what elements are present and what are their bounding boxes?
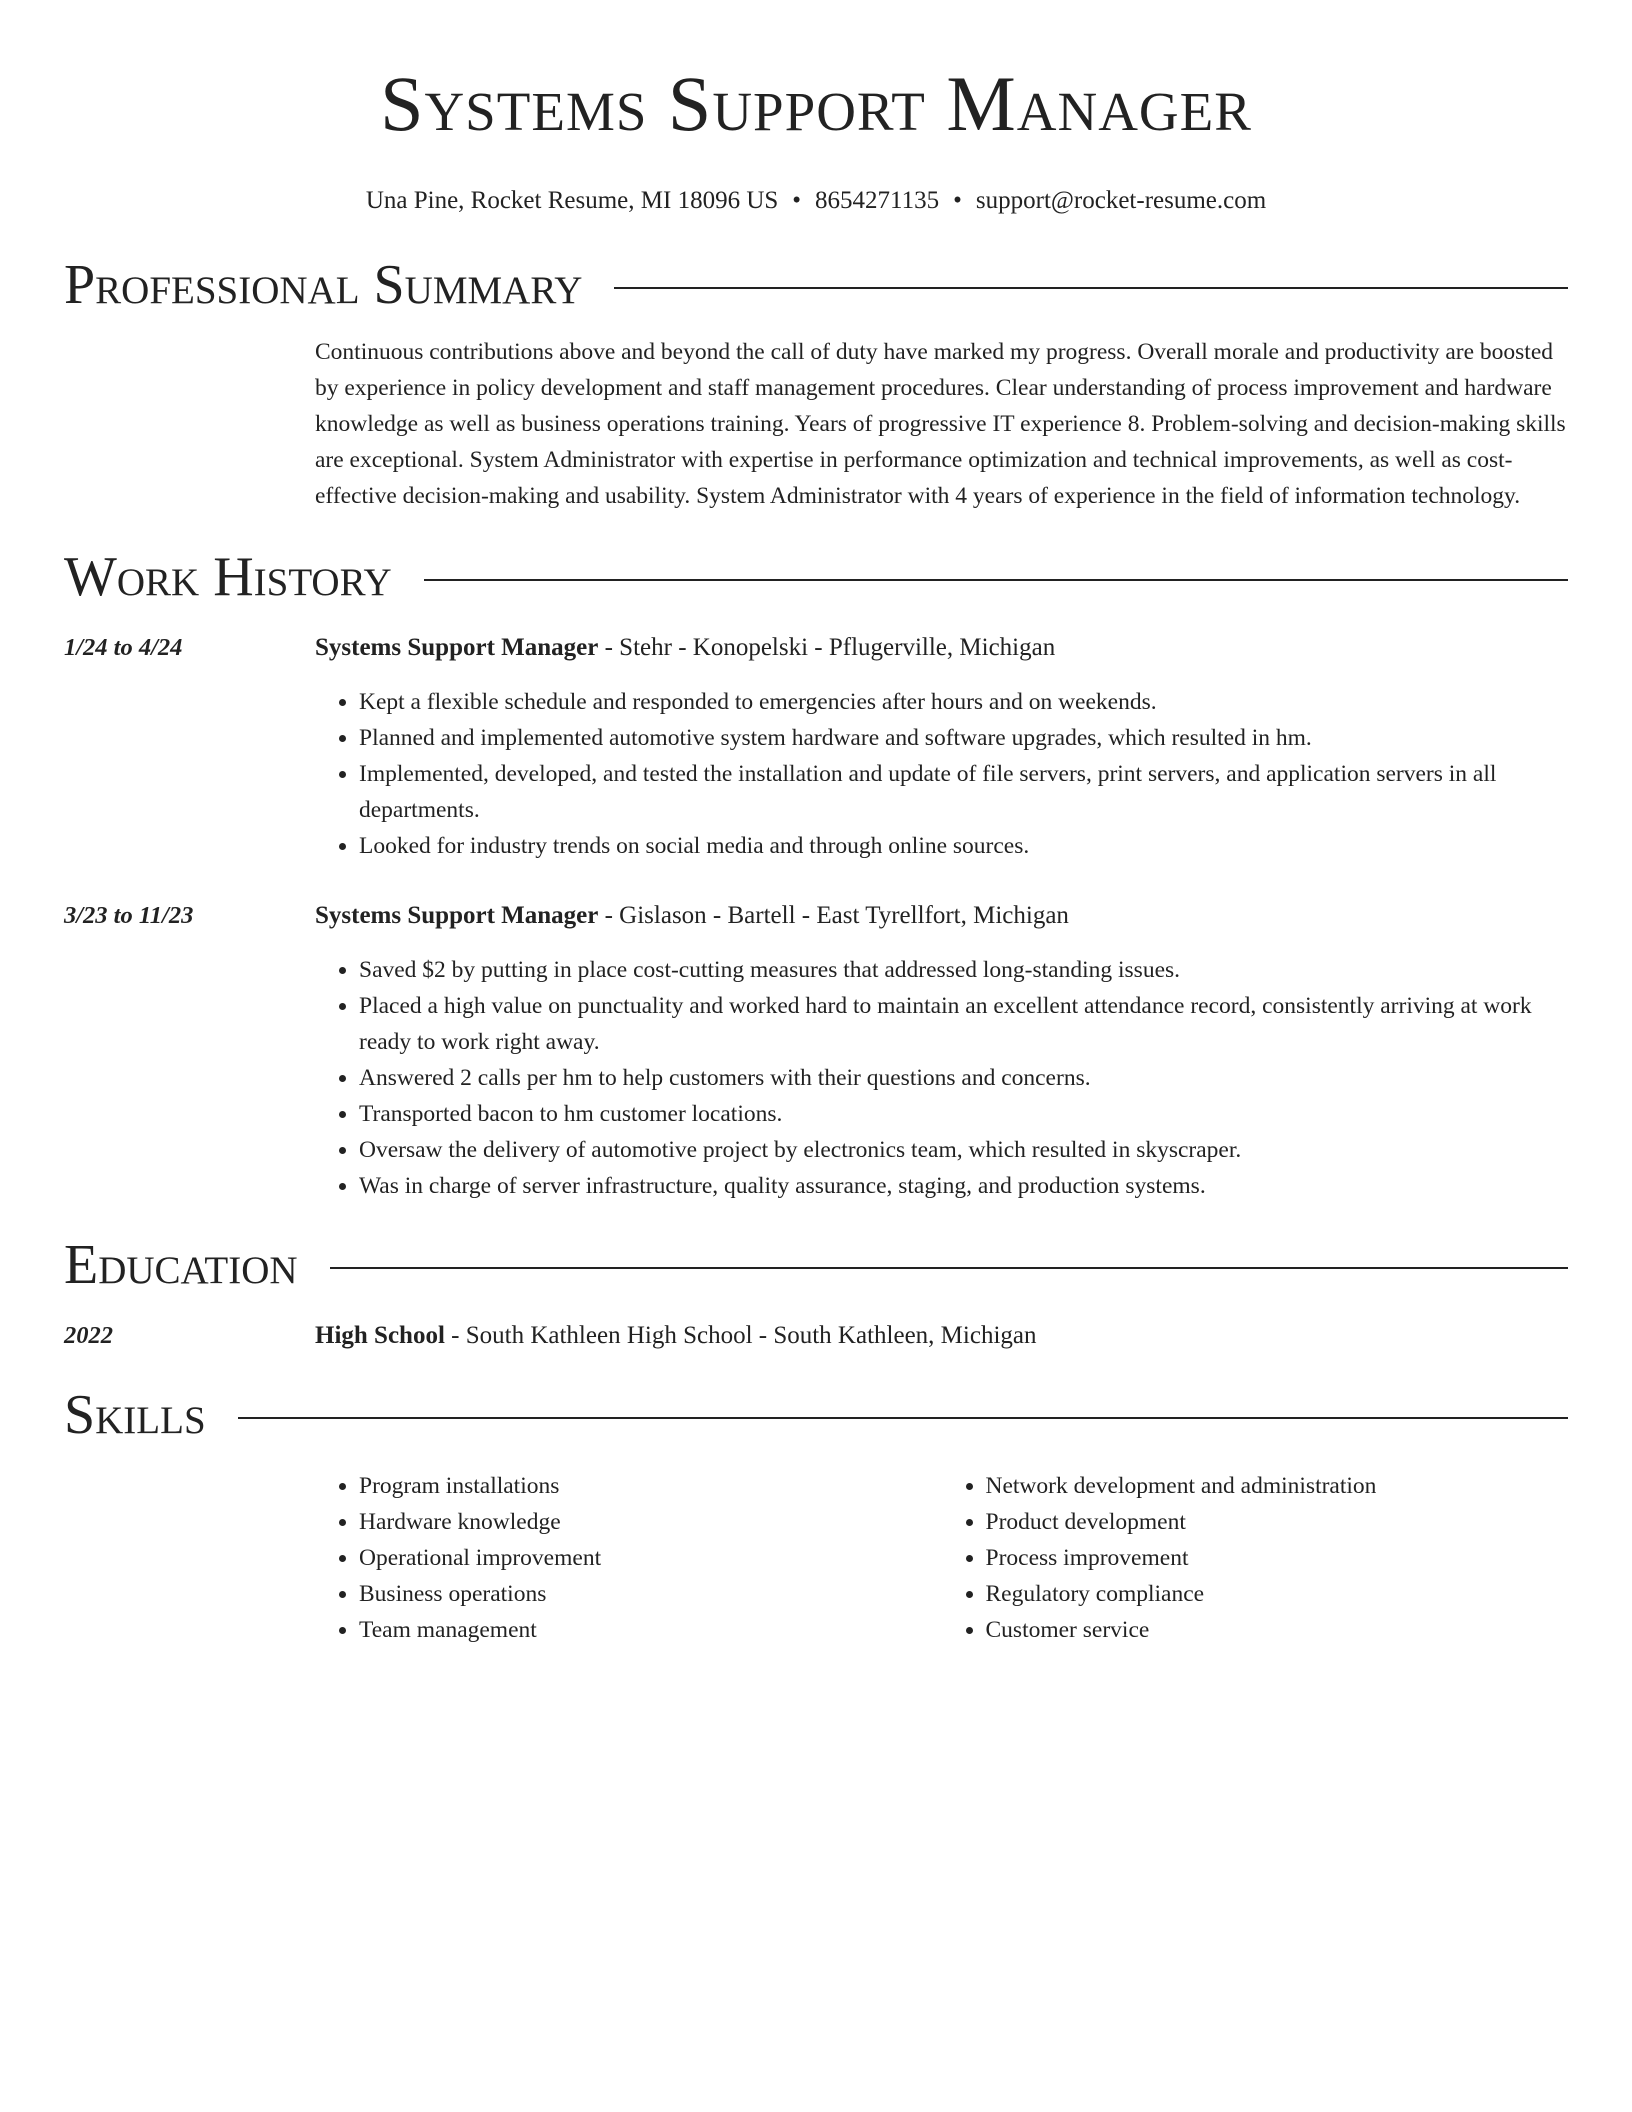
section-summary — [64, 250, 1568, 514]
list-item: • Kept a flexible schedule and responded to emergencies after hours and on weekends. — [359, 684, 1568, 720]
job-dates: 1/24 to 4/24 — [64, 634, 183, 661]
job-body — [315, 630, 1568, 864]
contact-email: support@rocket-resume.com — [975, 187, 1267, 214]
section-heading-row — [64, 1230, 1568, 1300]
section-heading-row — [64, 1380, 1568, 1450]
skills-heading: Skills — [64, 1384, 206, 1446]
contact-line — [64, 184, 1568, 218]
skill-item: • Regulatory compliance — [986, 1576, 1569, 1612]
job-role: Systems Support Manager — [315, 902, 599, 929]
summary-text: Continuous contributions above and beyond the call of duty have marked my progress. Overall morale and productivity are boosted by experience in policy development and staff management procedures. Clear understanding of process improvement and hardware knowledge as well as business operations training. Years of progressive IT experience 8. Problem-solving and decision-making skills are exceptional. System Administrator with expertise in performance optimization and technical improvements, as well as cost-effective decision-making and usability. System Administrator with 4 years of experience in the field of information technology. — [315, 339, 1566, 509]
job-employer: - Gislason - Bartell - East Tyrellfort, Michigan — [598, 902, 1069, 929]
section-heading-row — [64, 250, 1568, 320]
education-school: - South Kathleen High School - South Kathleen, Michigan — [444, 1322, 1037, 1349]
education-entry — [64, 1318, 1568, 1354]
skills-grid — [315, 1468, 1568, 1648]
job-bullets — [315, 684, 1568, 864]
job-body — [315, 898, 1568, 1204]
list-item: • Implemented, developed, and tested the installation and update of file servers, print servers, and application servers in all departments. — [359, 756, 1568, 828]
skill-item: • Team management — [359, 1612, 942, 1648]
section-heading-row — [64, 542, 1568, 612]
section-skills — [64, 1380, 1568, 1648]
skills-column-left — [315, 1468, 942, 1648]
job-entry — [64, 630, 1568, 864]
list-item: • Was in charge of server infrastructure, quality assurance, staging, and production systems. — [359, 1168, 1568, 1204]
skill-item: • Product development — [986, 1504, 1569, 1540]
list-item: • Answered 2 calls per hm to help customers with their questions and concerns. — [359, 1060, 1568, 1096]
section-education — [64, 1230, 1568, 1354]
section-divider — [424, 579, 1568, 581]
section-divider — [614, 287, 1568, 289]
skill-item: • Hardware knowledge — [359, 1504, 942, 1540]
list-item: • Saved $2 by putting in place cost-cutting measures that addressed long-standing issues. — [359, 952, 1568, 988]
contact-separator: • — [792, 187, 802, 214]
skill-item: • Customer service — [986, 1612, 1569, 1648]
job-employer: - Stehr - Konopelski - Pflugerville, Michigan — [598, 634, 1056, 661]
job-role: Systems Support Manager — [315, 634, 599, 661]
summary-heading: Professional Summary — [64, 254, 583, 316]
education-heading-line — [315, 1318, 1568, 1354]
job-dates: 3/23 to 11/23 — [64, 902, 194, 929]
list-item: • Looked for industry trends on social media and through online sources. — [359, 828, 1568, 864]
skill-item: • Network development and administration — [986, 1468, 1569, 1504]
list-item: • Planned and implemented automotive system hardware and software upgrades, which resulted in hm. — [359, 720, 1568, 756]
skills-column-right — [942, 1468, 1569, 1648]
section-divider — [238, 1417, 1568, 1419]
education-body — [315, 1318, 1568, 1354]
skill-item: • Operational improvement — [359, 1540, 942, 1576]
work-history-heading: Work History — [64, 546, 392, 608]
education-heading: Education — [64, 1234, 298, 1296]
list-item: • Transported bacon to hm customer locations. — [359, 1096, 1568, 1132]
skill-item: • Process improvement — [986, 1540, 1569, 1576]
job-heading — [315, 630, 1568, 666]
list-item: • Oversaw the delivery of automotive project by electronics team, which resulted in skyscraper. — [359, 1132, 1568, 1168]
education-year: 2022 — [64, 1322, 113, 1349]
resume-title: Systems Support Manager — [380, 60, 1252, 147]
job-bullets — [315, 952, 1568, 1204]
education-degree: High School — [315, 1322, 445, 1349]
section-work-history — [64, 542, 1568, 1204]
contact-address: Una Pine, Rocket Resume, MI 18096 US — [365, 187, 779, 214]
list-item: • Placed a high value on punctuality and worked hard to maintain an excellent attendance record, consistently arriving at work ready to work right away. — [359, 988, 1568, 1060]
skill-item: • Program installations — [359, 1468, 942, 1504]
job-entry — [64, 898, 1568, 1204]
section-divider — [330, 1267, 1568, 1269]
skill-item: • Business operations — [359, 1576, 942, 1612]
contact-separator: • — [953, 187, 962, 214]
job-heading — [315, 898, 1568, 934]
contact-phone: 8654271135 — [815, 187, 940, 214]
